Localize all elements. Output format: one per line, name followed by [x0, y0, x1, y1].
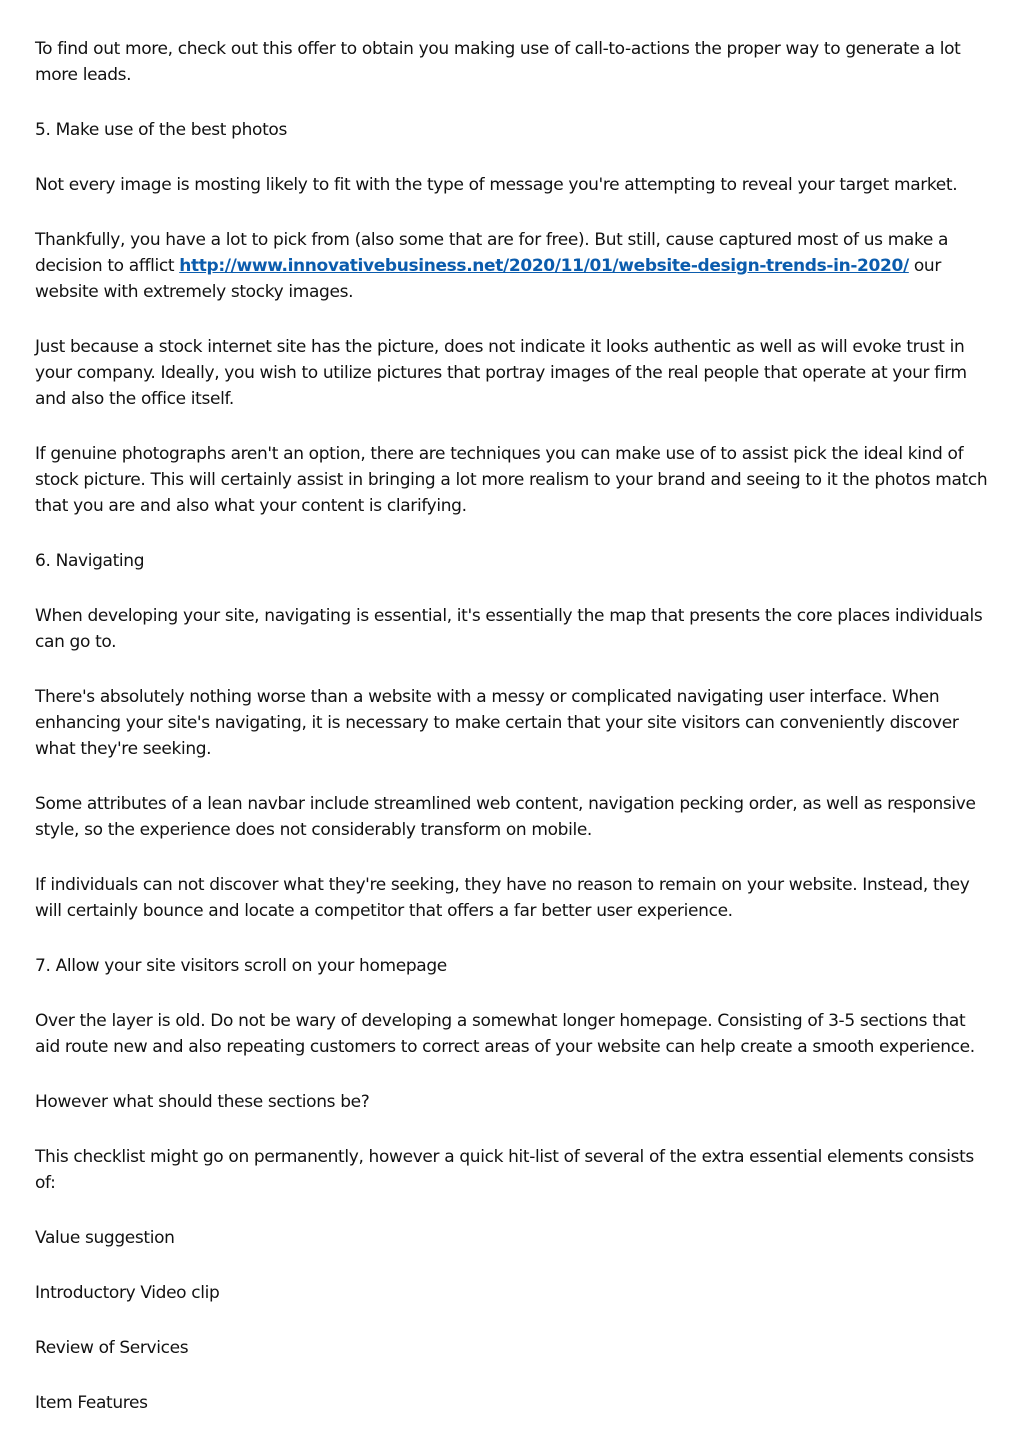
paragraph-with-link — [35, 227, 993, 305]
paragraph: If individuals can not discover what they're seeking, they have no reason to remain on your website. Instead, they will certainly bounce and locate a competitor that offers a far better user experience. — [35, 875, 970, 921]
paragraph: Over the layer is old. Do not be wary of developing a somewhat longer homepage. Consisting of 3-5 sections that aid route new and also repeating customers to correct areas of your website can help create a smooth experience. — [35, 1011, 975, 1057]
list-item: Review of Services — [35, 1338, 189, 1358]
list-item: Value suggestion — [35, 1228, 175, 1248]
paragraph: If genuine photographs aren't an option, there are techniques you can make use of to assist pick the ideal kind of stock picture. This will certainly assist in bringing a lot more realism to your brand and seeing to it the photos match that you are and also what your content is clarifying. — [35, 444, 988, 516]
paragraph: Just because a stock internet site has the picture, does not indicate it looks authentic as well as will evoke trust in your company. Ideally, you wish to utilize pictures that portray images of the real people that operate at your firm and also the office itself. — [35, 337, 967, 409]
paragraph: Not every image is mosting likely to fit with the type of message you're attempting to reveal your target market. — [35, 175, 958, 195]
list-item: Introductory Video clip — [35, 1283, 220, 1303]
paragraph-text: Thankfully, you have a lot to pick from (also some that are for free). But still, cause captured most of us make a decision to afflict — [35, 230, 949, 276]
article-link[interactable]: http://www.innovativebusiness.net/2020/11/01/website-design-trends-in-2020/ — [179, 256, 909, 276]
list-item: Item Features — [35, 1393, 148, 1413]
section-heading: 6. Navigating — [35, 551, 145, 571]
document-body — [35, 36, 993, 1445]
paragraph: There's absolutely nothing worse than a website with a messy or complicated navigating user interface. When enhancing your site's navigating, it is necessary to make certain that your site visitors can conveniently discover what they're seeking. — [35, 687, 959, 759]
paragraph: Some attributes of a lean navbar include streamlined web content, navigation pecking order, as well as responsive style, so the experience does not considerably transform on mobile. — [35, 794, 976, 840]
section-heading: 7. Allow your site visitors scroll on your homepage — [35, 956, 447, 976]
paragraph-text: our website with extremely stocky images. — [35, 256, 941, 302]
paragraph: However what should these sections be? — [35, 1092, 370, 1112]
paragraph: To find out more, check out this offer to obtain you making use of call-to-actions the proper way to generate a lot more leads. — [35, 39, 961, 85]
paragraph: This checklist might go on permanently, however a quick hit-list of several of the extra essential elements consists of: — [35, 1147, 974, 1193]
section-heading: 5. Make use of the best photos — [35, 120, 287, 140]
paragraph: When developing your site, navigating is essential, it's essentially the map that presents the core places individuals can go to. — [35, 606, 983, 652]
